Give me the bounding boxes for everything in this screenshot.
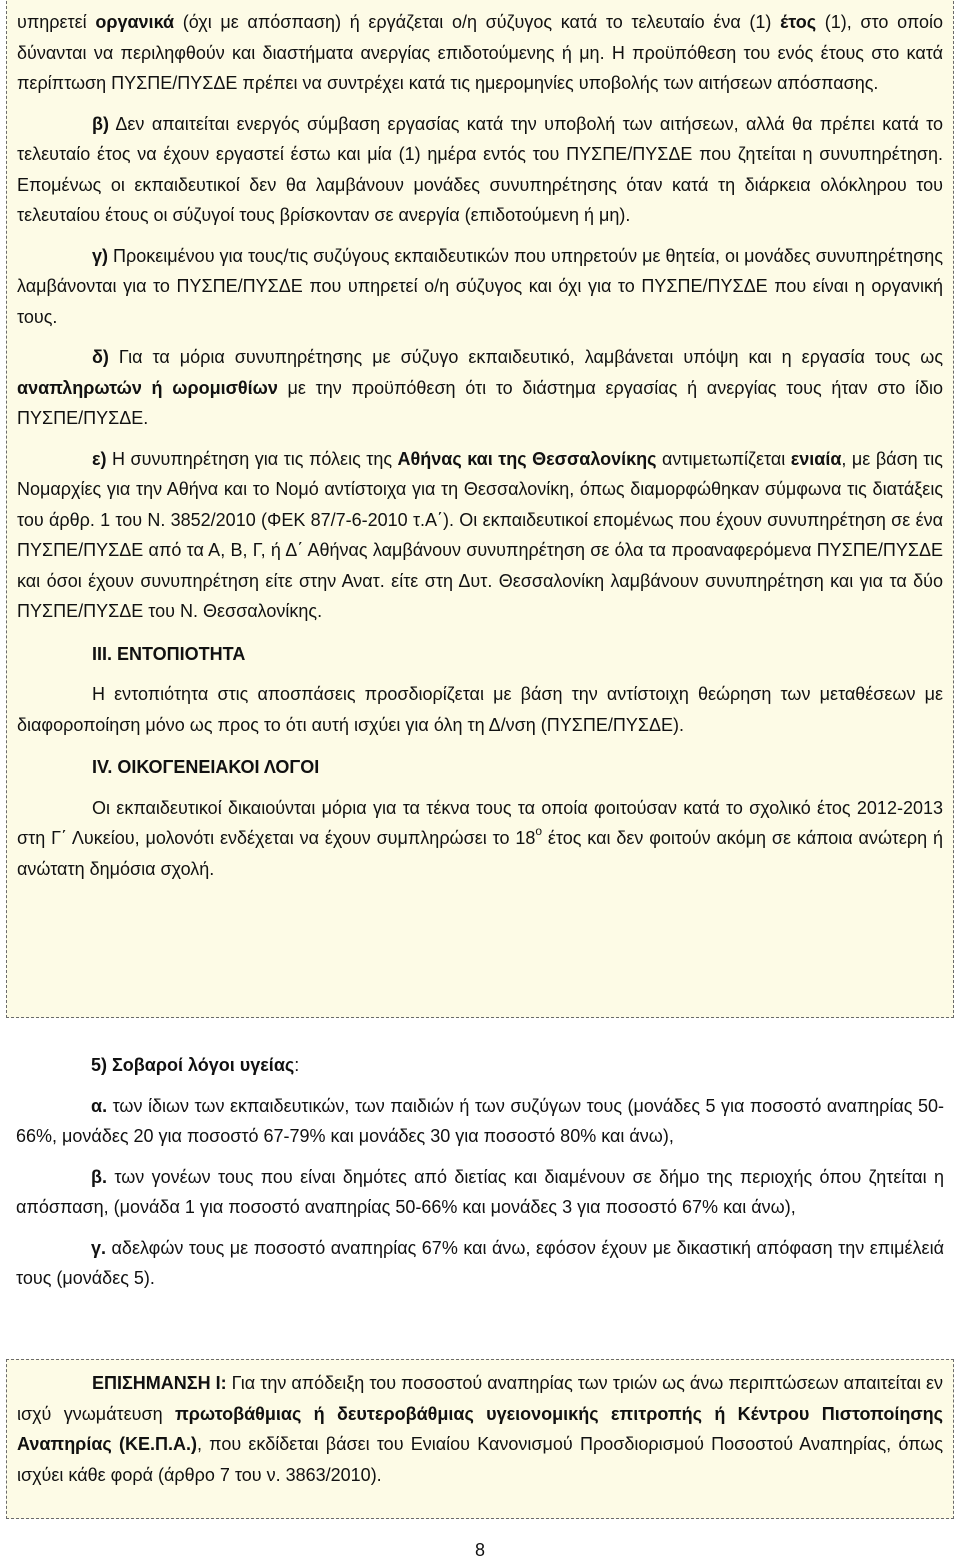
- bold-anaplirotes: αναπληρωτών ή ωρομισθίων: [17, 377, 278, 398]
- item-label-gamma-health: γ.: [91, 1237, 107, 1258]
- paragraph-entopiotita: Η εντοπιότητα στις αποσπάσεις προσδιορίζεται με βάση την αντίστοιχη θεώρηση των μεταθέσεων με διαφοροποίηση μόνο ως προς το ότι αυτή ισχύει για όλη τη Δ/νση (ΠΥΣΠΕ/ΠΥΣΔΕ).: [17, 684, 943, 735]
- health-section: [16, 1050, 944, 1294]
- section-heading-health: 5) Σοβαροί λόγοι υγείας:: [91, 1055, 300, 1075]
- section-heading-oikogeneiakoi: ΙV. ΟΙΚΟΓΕΝΕΙΑΚΟΙ ΛΟΓΟΙ: [92, 757, 320, 777]
- paragraph-epsilon: ε) Η συνυπηρέτηση για τις πόλεις της Αθήνας και της Θεσσαλονίκης αντιμετωπίζεται ενιαία, με βάση τις Νομαρχίες για την Αθήνα και το Νομό αντίστοιχα για τη Θεσσαλονίκη, όπως διαμορφώθηκαν σύμφωνα τις διατάξεις του άρθρ. 1 του Ν. 3852/2010 (ΦΕΚ 87/7-6-2010 τ.Α΄). Οι εκπαιδευτικοί επομένως που έχουν συνυπηρέτηση σε ένα ΠΥΣΠΕ/ΠΥΣΔΕ από τα Α, Β, Γ, ή Δ΄ Αθήνας λαμβάνουν συνυπηρέτηση σε όλα τα προαναφερόμενα ΠΥΣΠΕ/ΠΥΣΔΕ και όσοι έχουν συνυπηρέτηση είτε στην Ανατ. είτε στη Δυτ. Θεσσαλονίκη λαμβάνουν συνυπηρέτηση και για τα δύο ΠΥΣΠΕ/ΠΥΣΔΕ του Ν. Θεσσαλονίκης.: [17, 448, 943, 621]
- paragraph-gamma: γ) Προκειμένου για τους/τις συζύγους εκπαιδευτικών που υπηρετούν με θητεία, οι μονάδες συνυπηρέτησης λαμβάνονται για το ΠΥΣΠΕ/ΠΥΣΔΕ που υπηρετεί ο/η σύζυγος και όχι για το ΠΥΣΠΕ/ΠΥΣΔΕ που είναι η οργανική τους.: [17, 245, 943, 327]
- paragraph-episimansi: ΕΠΙΣΗΜΑΝΣΗ Ι: Για την απόδειξη του ποσοστού αναπηρίας των τριών ως άνω περιπτώσεων απαιτείται εν ισχύ γνωμάτευση πρωτοβάθμιας ή δευτεροβάθμιας υγειονομικής επιτροπής ή Κέντρου Πιστοποίησης Αναπηρίας (ΚΕ.Π.Α.), που εκδίδεται βάσει του Ενιαίου Κανονισμού Προσδιορισμού Ποσοστού Αναπηρίας, όπως ισχύει κάθε φορά (άρθρο 7 του ν. 3863/2010).: [17, 1373, 943, 1485]
- paragraph-delta: δ) Για τα μόρια συνυπηρέτησης με σύζυγο εκπαιδευτικό, λαμβάνεται υπόψη και η εργασία τους ως αναπληρωτών ή ωρομισθίων με την προϋπόθεση ότι το διάστημα εργασίας ή ανεργίας τους ήταν στο ίδιο ΠΥΣΠΕ/ΠΥΣΔΕ.: [17, 347, 943, 428]
- highlighted-box-main: [6, 0, 954, 1018]
- item-label-gamma: γ): [92, 245, 109, 266]
- health-item-gamma: γ. αδελφών τους με ποσοστό αναπηρίας 67% και άνω, εφόσον έχουν με δικαστική απόφαση την επιμέλειά τους (μονάδες 5).: [16, 1237, 944, 1288]
- item-label-delta: δ): [92, 347, 109, 367]
- item-label-beta-health: β.: [91, 1166, 107, 1187]
- page-number: 8: [474, 1540, 485, 1560]
- paragraph-intro: υπηρετεί οργανικά (όχι με απόσπαση) ή εργάζεται ο/η σύζυγος κατά το τελευταίο ένα (1) έτος (1), στο οποίο δύνανται να περιληφθούν και διαστήματα ανεργίας επιδοτούμενης ή μη. Η προϋπόθεση του ενός έτους στο κατά περίπτωση ΠΥΣΠΕ/ΠΥΣΔΕ πρέπει να συντρέχει κατά τις ημερομηνίες υποβολής των αιτήσεων απόσπασης.: [17, 12, 944, 93]
- health-item-beta: β. των γονέων τους που είναι δημότες από διετίας και διαμένουν σε δήμο της περιοχής όπου ζητείται η απόσπαση, (μονάδα 1 για ποσοστό αναπηρίας 50-66% και μονάδες 3 για ποσοστό 67% και άνω),: [16, 1166, 944, 1217]
- item-label-beta: β): [92, 113, 109, 134]
- paragraph-beta: β) Δεν απαιτείται ενεργός σύμβαση εργασίας κατά την υποβολή των αιτήσεων, αλλά θα πρέπει κατά το τελευταίο έτος να έχουν εργαστεί έστω και μία (1) ημέρα εντός του ΠΥΣΠΕ/ΠΥΣΔΕ που ζητείται η συνυπηρέτηση. Επομένως οι εκπαιδευτικοί δεν θα λαμβάνουν μονάδες συνυπηρέτησης όταν κατά τη διάρκεια ολόκληρου του τελευταίου έτους οι σύζυγοί τους βρίσκονταν σε ανεργία (επιδοτούμενη ή μη).: [17, 113, 943, 225]
- paragraph-oikogeneiakoi: Οι εκπαιδευτικοί δικαιούνται μόρια για τα τέκνα τους τα οποία φοιτούσαν κατά το σχολικό έτος 2012-2013 στη Γ΄ Λυκείου, μολονότι ενδέχεται να έχουν συμπληρώσει το $18^o$ έτος και δεν φοιτούν ακόμη σε κάποια ανώτερη ή ανώτατη δημόσια σχολή.: [17, 797, 943, 879]
- bold-etos: έτος: [780, 12, 817, 32]
- health-item-alpha: α. των ίδιων των εκπαιδευτικών, των παιδιών ή των συζύγων τους (μονάδες 5 για ποσοστό αναπηρίας 50-66%, μονάδες 20 για ποσοστό 67-79% και μονάδες 30 για ποσοστό 80% και άνω),: [16, 1095, 944, 1146]
- bold-organika: οργανικά: [95, 12, 175, 32]
- item-label-epsilon: ε): [92, 448, 107, 469]
- bold-eniaia: ενιαία: [790, 448, 842, 469]
- note-label: ΕΠΙΣΗΜΑΝΣΗ Ι:: [92, 1373, 227, 1393]
- bold-athina-thessaloniki: Αθήνας και της Θεσσαλονίκης: [397, 448, 657, 469]
- section-heading-entopiotita: ΙΙΙ. ΕΝΤΟΠΙΟΤΗΤΑ: [92, 643, 246, 664]
- bold-committee: πρωτοβάθμιας ή δευτεροβάθμιας υγειονομικής επιτροπής ή Κέντρου Πιστοποίησης Αναπηρίας (ΚΕ.Π.Α.): [17, 1403, 943, 1454]
- highlighted-box-note: [6, 1359, 954, 1519]
- item-label-alpha: α.: [91, 1095, 108, 1116]
- superscript-o: ο: [535, 824, 543, 838]
